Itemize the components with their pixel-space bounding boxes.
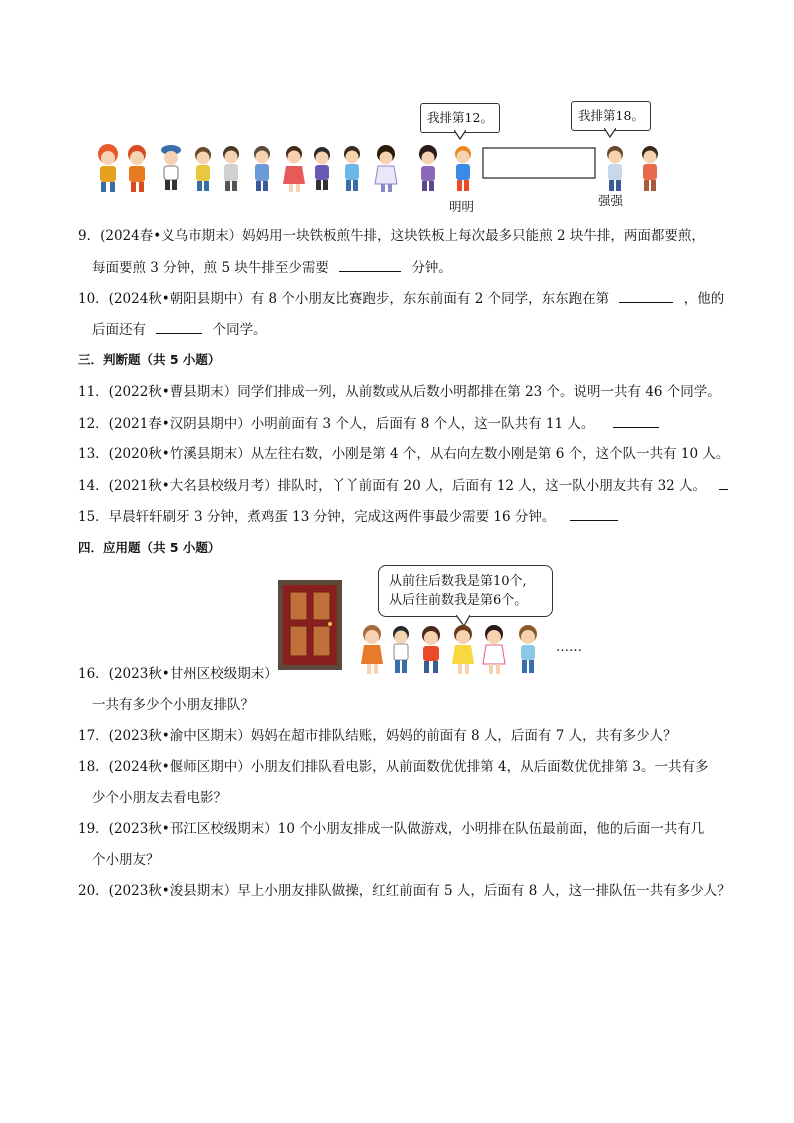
speech-bubble-qiangqiang: 我排第18。 xyxy=(571,101,651,131)
children-row-illustration xyxy=(90,138,670,200)
bubble-tail-qiangqiang xyxy=(604,128,616,138)
door-illustration xyxy=(278,580,342,670)
answer-blank-15[interactable] xyxy=(570,507,618,521)
hidden-children-box xyxy=(483,148,595,178)
question-10-line-1 xyxy=(78,289,724,308)
child-b xyxy=(393,626,409,673)
answer-blank-10b[interactable] xyxy=(156,320,202,334)
question-11: 11．(2022秋•曹县期末）同学们排成一列，从前数或从后数小明都排在第 23 个。说明一共有 46 个同学。 xyxy=(78,384,721,400)
child-2 xyxy=(128,145,146,192)
child-c xyxy=(422,626,440,673)
child-4 xyxy=(195,147,211,191)
section-3-heading: 三．判断题（共 5 小题） xyxy=(78,352,221,367)
child-d xyxy=(452,625,474,674)
question-12-line xyxy=(78,414,659,433)
question-9-text-b: 分钟。 xyxy=(411,260,452,276)
question-19-line-2: 个小朋友？ xyxy=(92,852,160,868)
bubble-tail-mingming xyxy=(454,130,466,140)
question-15-text: 15．早晨轩轩刷牙 3 分钟，煮鸡蛋 13 分钟，完成这两件事最少需要 16 分钟。 xyxy=(78,509,556,525)
child-6 xyxy=(254,146,270,191)
label-qiangqiang: 强强 xyxy=(598,193,624,208)
question-19-line-1: 19．(2023秋•邗江区校级期末）10 个小朋友排成一队做游戏，小明排在队伍最前面，他的后面一共有几 xyxy=(78,821,705,837)
label-mingming: 明明 xyxy=(449,199,475,214)
child-last xyxy=(642,146,658,191)
child-11 xyxy=(419,145,437,191)
question-16-line-2: 一共有多少个小朋友排队？ xyxy=(92,697,254,713)
child-1 xyxy=(98,144,118,192)
question-10-text-d: 个同学。 xyxy=(212,322,267,338)
answer-blank-12[interactable] xyxy=(613,414,659,428)
question-10-text-b: ，他的 xyxy=(683,291,725,307)
answer-blank-9[interactable] xyxy=(339,258,401,272)
question-18-line-2: 少个小朋友去看电影？ xyxy=(92,790,227,806)
ellipsis: …… xyxy=(556,640,582,655)
child-3 xyxy=(161,145,181,190)
question-20: 20．(2023秋•浚县期末）早上小朋友排队做操，红红前面有 5 人，后面有 8 人，这一排队伍一共有多少人？ xyxy=(78,883,731,899)
child-qiangqiang xyxy=(607,146,623,191)
question-9-line-1: 9．(2024春•义乌市期末）妈妈用一块铁板煎牛排，这块铁板上每次最多只能煎 2 块牛排，两面都要煎， xyxy=(78,228,705,244)
question-9-line-2 xyxy=(92,258,452,277)
question-18-line-1: 18．(2024秋•偃师区期中）小朋友们排队看电影，从前面数优优排第 4，从后面数优优排第 3。一共有多 xyxy=(78,759,709,775)
speech-bubble-mingming: 我排第12。 xyxy=(420,103,500,133)
child-e xyxy=(483,625,505,674)
section-4-heading: 四．应用题（共 5 小题） xyxy=(78,540,221,555)
child-5 xyxy=(223,146,239,191)
child-f xyxy=(519,625,537,673)
question-10-line-2 xyxy=(92,320,267,339)
child-7 xyxy=(283,146,305,192)
speech-bubble-figure2 xyxy=(378,565,553,617)
question-14-line xyxy=(78,476,728,495)
bubble-line-1: 从前往后数我是第10个, xyxy=(389,574,527,589)
child-a xyxy=(361,625,383,674)
question-10-text-c: 后面还有 xyxy=(92,322,146,338)
answer-blank-10a[interactable] xyxy=(619,289,673,303)
child-10 xyxy=(375,145,397,192)
question-9-text-a: 每面要煎 3 分钟，煎 5 块牛排至少需要 xyxy=(92,260,329,276)
question-16-line-1: 16．(2023秋•甘州区校级期末） xyxy=(78,666,278,682)
bubble-line-2: 从后往前数我是第6个。 xyxy=(389,593,528,608)
child-9 xyxy=(344,146,360,191)
question-15-line xyxy=(78,507,618,526)
children-group-illustration xyxy=(356,622,552,678)
child-mingming xyxy=(455,146,471,191)
question-10-text-a: 10．(2024秋•朝阳县期中）有 8 个小朋友比赛跑步，东东前面有 2 个同学，东东跑在第 xyxy=(78,291,610,307)
question-12-text: 12．(2021春•汉阴县期中）小明前面有 3 个人，后面有 8 个人，这一队共有 11 人。 xyxy=(78,416,595,432)
answer-blank-14[interactable] xyxy=(719,476,728,490)
question-14-text: 14．(2021秋•大名县校级月考）排队时，丫丫前面有 20 人，后面有 12 人，这一队小朋友共有 32 人。 xyxy=(78,478,707,494)
question-13: 13．(2020秋•竹溪县期末）从左往右数，小刚是第 4 个，从右向左数小刚是第 6 个，这个队一共有 10 人。 xyxy=(78,446,730,462)
child-8 xyxy=(314,147,330,190)
question-17: 17．(2023秋•渝中区期末）妈妈在超市排队结账，妈妈的前面有 8 人，后面有 7 人，共有多少人？ xyxy=(78,728,677,744)
